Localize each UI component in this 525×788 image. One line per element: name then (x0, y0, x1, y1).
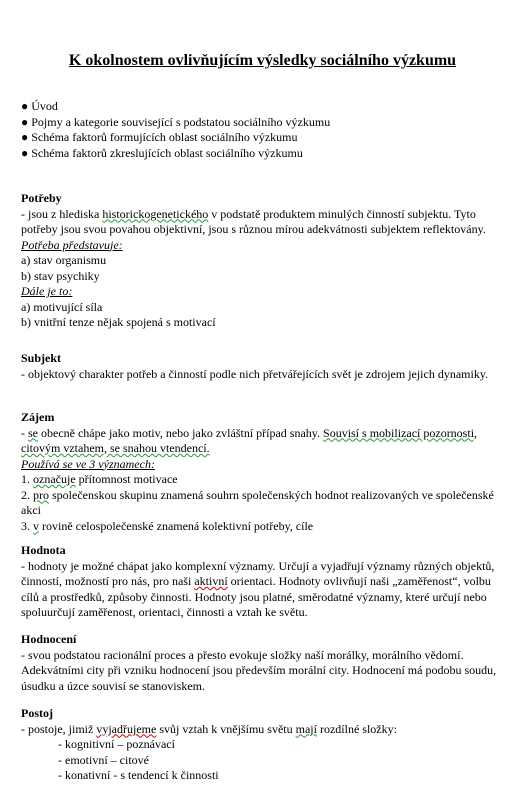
text-run: orientaci. Hodnoty ovlivňují naši „zaměřenost“, volbu cílů a prostředků, způsoby činnosti. Hodnoty jsou platné, směrodatné významy, které určují nebo spoluurčují zaměřenost, orientaci, činnosti a vztah ke světu. (21, 574, 491, 619)
section-potreby (21, 191, 497, 331)
text-run: - jsou z hlediska (21, 206, 103, 221)
list-item (21, 472, 497, 488)
table-of-contents (21, 99, 330, 161)
text-run: 3. (21, 518, 33, 533)
section-heading: Potřeby (21, 191, 62, 205)
subheading: Používá se ve 3 významech: (21, 456, 155, 471)
list-item: a) stav organismu (21, 253, 107, 267)
section-hodnoceni (21, 632, 497, 694)
section-heading: Hodnota (21, 543, 66, 557)
document-title: K okolnostem ovlivňujícím výsledky sociálního výzkumu (68, 52, 457, 69)
section-heading: Zájem (21, 410, 55, 424)
toc-item: ● Pojmy a kategorie související s podstatou sociálního výzkumu (21, 114, 331, 129)
text-run: - (21, 425, 28, 440)
text-run: obecně chápe jako motiv, nebo jako zvláštní případ snahy. (38, 425, 324, 440)
section-subjekt (21, 351, 497, 382)
list-item: - emotivní – citové (58, 752, 149, 767)
toc-item: ● Úvod (21, 99, 58, 113)
subheading: Potřeba představuje: (21, 237, 123, 252)
text-run: - hodnoty je možné chápat jako komplexní významy. Určují a vyjadřují významy různých objektů, činností, možností pro nás, pro naši (21, 558, 495, 588)
list-item (21, 488, 497, 519)
text-run: rozdílné složky: (316, 721, 397, 736)
text-run-marked: historickogenetického (102, 206, 209, 221)
text-run-marked: mají (295, 721, 317, 736)
section-heading: Postoj (21, 706, 53, 720)
list-item: a) motivující síla (21, 299, 103, 314)
text-run-marked: pro (33, 487, 49, 502)
text-run-marked: aktivní (194, 574, 228, 588)
text-run: přítomnost motivace (75, 472, 178, 486)
list-item: b) stav psychiky (21, 268, 100, 283)
section-zajem (21, 410, 497, 534)
section-definition: - objektový charakter potřeb a činností podle nich přetvářejících svět je zdrojem jejich dynamiky. (21, 366, 489, 381)
list-item: - kognitivní – poznávací (58, 737, 175, 751)
text-run: 1. (21, 472, 33, 486)
list-item: - konativní - s tendencí k činnosti (58, 768, 219, 782)
toc-item: ● Schéma faktorů formujících oblast sociálního výzkumu (21, 130, 298, 145)
section-heading: Subjekt (21, 351, 62, 365)
section-definition (21, 207, 497, 238)
text-run-marked: vyjadřujeme (96, 721, 157, 736)
text-run: rovině celospolečenské znamená kolektivní potřeby, cíle (39, 518, 314, 533)
section-hodnota (21, 543, 497, 621)
section-heading: Hodnocení (21, 632, 77, 646)
text-run-marked: označuje (33, 472, 76, 486)
text-run: v podstatě produktem minulých činností subjektu. Tyto potřeby jsou svou povahou objektivní, jsou s různou mírou adekvátnosti subjektem reflektovány. (21, 206, 486, 236)
section-definition: - svou podstatou racionální proces a přesto evokuje složky naší morálky, morálního vědomí. Adekvátními city při vzniku hodnocení jsou především morální city. Hodnocení má podobu soudu, úsudku a úzce souvisí se stanoviskem. (21, 647, 497, 693)
section-definition (21, 722, 497, 738)
text-run-marked: Souvisí s mobilizací pozornosti, citovým vztahem, se snahou vtendencí. (21, 425, 478, 455)
list-item (21, 519, 497, 535)
section-postoj (21, 706, 497, 784)
text-run: - postoje, jimiž (21, 721, 97, 736)
section-definition (21, 559, 497, 621)
toc-item: ● Schéma faktorů zkreslujících oblast sociálního výzkumu (21, 145, 303, 160)
text-run: 2. (21, 487, 33, 502)
subheading: Dále je to: (21, 284, 73, 298)
text-run: společenskou skupinu znamená souhrn společenských hodnot realizovaných ve společenské akci (21, 487, 494, 517)
section-definition (21, 426, 497, 457)
text-run: svůj vztah k vnějšímu světu (156, 721, 296, 736)
text-run-marked: v (33, 518, 39, 533)
list-item: b) vnitřní tenze nějak spojená s motivací (21, 315, 216, 329)
text-run-marked: se (28, 425, 38, 440)
